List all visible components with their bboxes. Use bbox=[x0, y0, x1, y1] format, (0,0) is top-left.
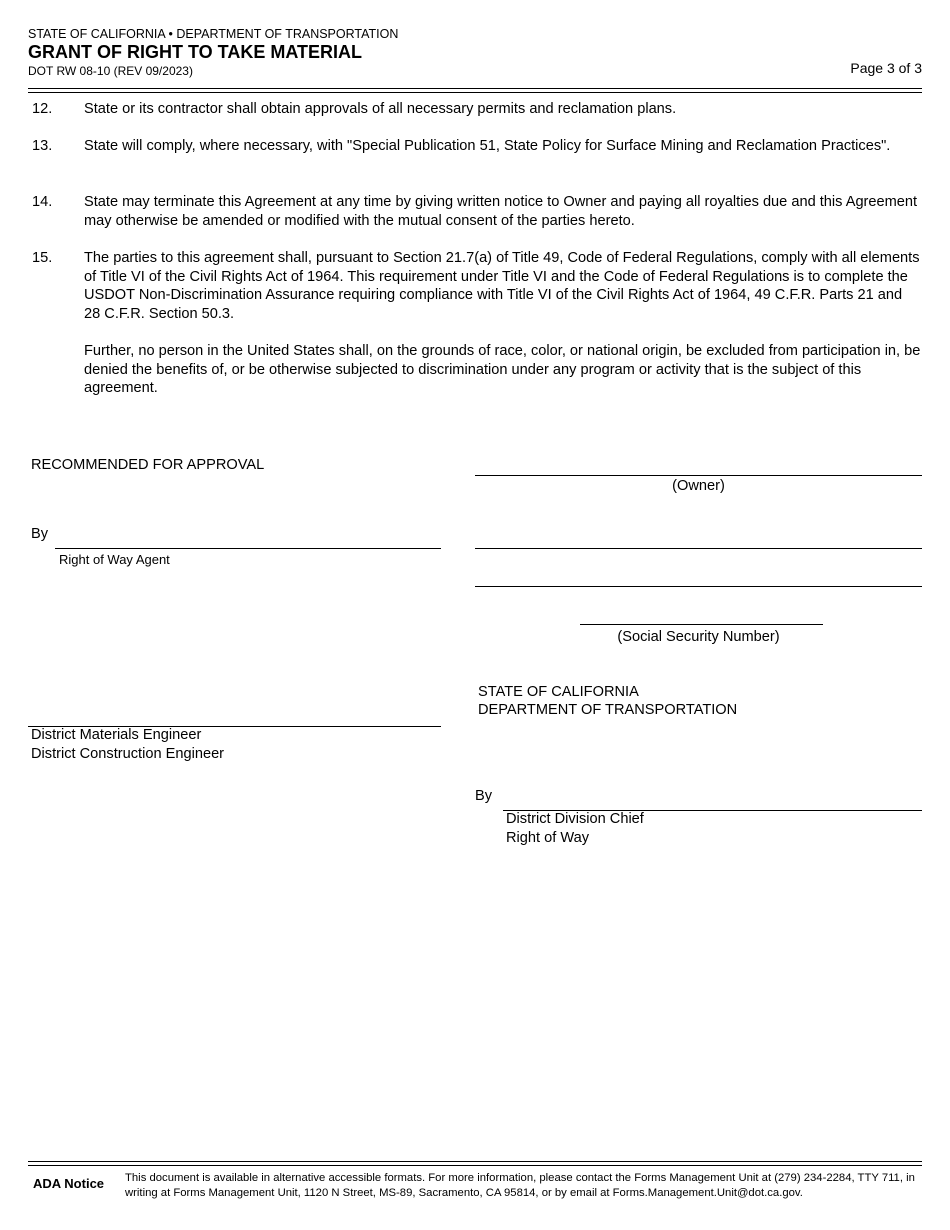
clause-text: State may terminate this Agreement at any time by giving written notice to Owner and paying all royalties due and this Agreement may otherwise be amended or modified with the mutual consent of the parties hereto. bbox=[84, 194, 918, 229]
page-number: Page 3 of 3 bbox=[850, 60, 922, 76]
owner-signature-line[interactable] bbox=[475, 475, 922, 476]
clause-15-continuation bbox=[32, 342, 922, 398]
header-rule-top bbox=[28, 88, 922, 89]
footer-rule-bottom bbox=[28, 1165, 922, 1166]
clause-12 bbox=[32, 100, 922, 119]
ssn-label: (Social Security Number) bbox=[617, 629, 780, 645]
clause-text: Further, no person in the United States shall, on the grounds of race, color, or national origin, be excluded from participation in, be denied the benefits of, or be otherwise subjected to discrimination under any program or activity that is the subject of this agreement. bbox=[84, 343, 921, 397]
clause-number: 15. bbox=[32, 250, 53, 266]
owner-label: (Owner) bbox=[672, 478, 725, 494]
by-label-right: By bbox=[475, 788, 493, 804]
agency-name: STATE OF CALIFORNIA • DEPARTMENT OF TRANSPORTATION bbox=[28, 27, 399, 41]
clause-text: The parties to this agreement shall, pursuant to Section 21.7(a) of Title 49, Code of Federal Regulations, comply with all elements of Title VI of the Civil Rights Act of 1964. This requirement under Title VI and the Code of Federal Regulations is to complete the USDOT Non-Discrimination Assurance requiring compliance with Title VI of the Civil Rights Act of 1964, 49 C.F.R. Parts 21 and 28 C.F.R. Section 50.3. bbox=[84, 250, 920, 323]
clause-number: 12. bbox=[32, 101, 53, 117]
form-title: GRANT OF RIGHT TO TAKE MATERIAL bbox=[28, 42, 362, 62]
clause-text: State or its contractor shall obtain approvals of all necessary permits and reclamation plans. bbox=[84, 101, 677, 117]
owner-signature-line-3[interactable] bbox=[475, 586, 922, 587]
agent-label: Right of Way Agent bbox=[59, 552, 170, 567]
clause-15 bbox=[32, 249, 922, 324]
clause-text: State will comply, where necessary, with "Special Publication 51, State Policy for Surface Mining and Reclamation Practices". bbox=[84, 138, 891, 154]
chief-label-1: District Division Chief bbox=[506, 811, 644, 827]
ada-notice-label: ADA Notice bbox=[33, 1176, 105, 1191]
clause-13 bbox=[32, 137, 922, 156]
ada-notice-text: This document is available in alternative accessible formats. For more information, please contact the Forms Management Unit at (279) 234-2284, TTY 711, in writing at Forms Management Unit, 1120 N Street, MS-89, Sacramento, CA 95814, or by email at Forms.Management.Unit@dot.ca.gov. bbox=[125, 1172, 915, 1200]
clause-number: 14. bbox=[32, 194, 53, 210]
clause-14 bbox=[32, 193, 922, 230]
owner-signature-line-2[interactable] bbox=[475, 548, 922, 549]
by-label-left: By bbox=[31, 526, 49, 542]
chief-label-2: Right of Way bbox=[506, 830, 589, 846]
form-number: DOT RW 08-10 (REV 09/2023) bbox=[28, 64, 193, 78]
header-rule-bottom bbox=[28, 92, 922, 93]
state-label: STATE OF CALIFORNIA bbox=[478, 684, 639, 700]
engineer-label-2: District Construction Engineer bbox=[31, 746, 225, 762]
clause-number: 13. bbox=[32, 138, 53, 154]
footer-rule-top bbox=[28, 1161, 922, 1162]
ssn-line[interactable] bbox=[580, 624, 823, 625]
agent-signature-line[interactable] bbox=[55, 548, 441, 549]
recommended-for-approval-label: RECOMMENDED FOR APPROVAL bbox=[31, 457, 265, 473]
engineer-label-1: District Materials Engineer bbox=[31, 727, 202, 743]
department-label: DEPARTMENT OF TRANSPORTATION bbox=[478, 702, 738, 718]
